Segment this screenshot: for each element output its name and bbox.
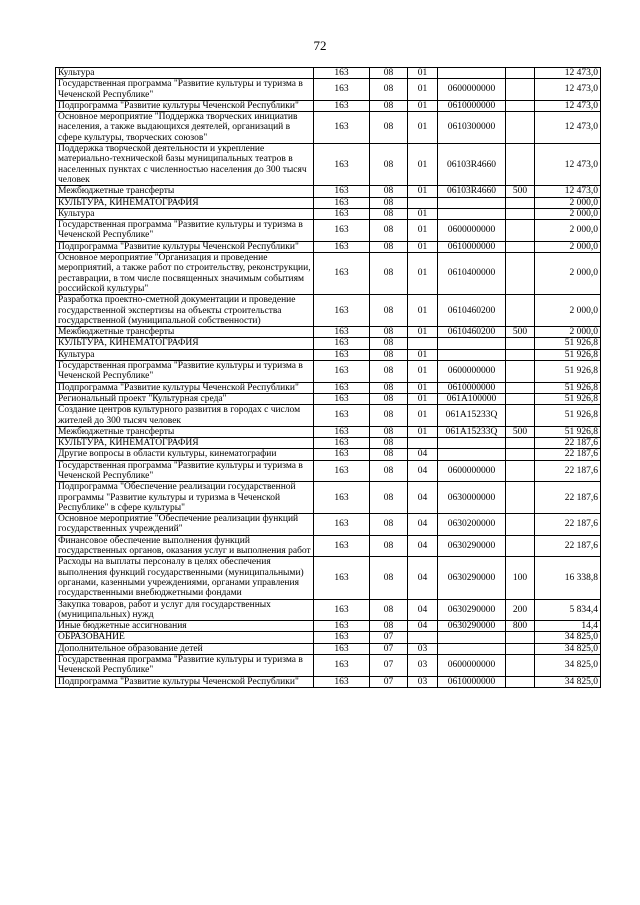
row-section: 08 — [370, 449, 408, 460]
row-name: КУЛЬТУРА, КИНЕМАТОГРАФИЯ — [56, 438, 314, 449]
row-amount: 12 473,0 — [535, 112, 601, 144]
row-amount: 2 000,0 — [535, 327, 601, 338]
row-subsection: 01 — [408, 186, 438, 197]
row-subsection: 01 — [408, 220, 438, 242]
row-name: Дополнительное образование детей — [56, 643, 314, 654]
row-amount: 12 473,0 — [535, 68, 601, 79]
row-subsection: 01 — [408, 405, 438, 427]
row-code: 163 — [314, 405, 370, 427]
row-section: 08 — [370, 438, 408, 449]
table-row — [56, 68, 601, 79]
table-row — [56, 208, 601, 219]
table-row — [56, 327, 601, 338]
row-expense-type: 200 — [506, 599, 535, 621]
row-expense-type — [506, 643, 535, 654]
row-subsection: 03 — [408, 643, 438, 654]
row-expense-type — [506, 253, 535, 295]
row-name: Поддержка творческой деятельности и укрепление материально-технической базы муниципальных театров в населенных пунктах с численностью населения до 300 тысяч человек — [56, 144, 314, 186]
table-row — [56, 186, 601, 197]
page-number: 72 — [313, 38, 327, 53]
row-amount: 22 187,6 — [535, 460, 601, 482]
row-amount: 12 473,0 — [535, 144, 601, 186]
row-expense-type — [506, 382, 535, 393]
row-subsection: 01 — [408, 253, 438, 295]
row-target: 06103R4660 — [438, 186, 506, 197]
row-name: Основное мероприятие "Поддержка творческих инициатив населения, а также выдающихся деятелей, организаций в сфере культуры, творческих союзов" — [56, 112, 314, 144]
row-target: 061A100000 — [438, 393, 506, 404]
row-subsection — [408, 438, 438, 449]
row-subsection: 01 — [408, 295, 438, 327]
row-expense-type — [506, 197, 535, 208]
row-section: 08 — [370, 100, 408, 111]
row-section: 08 — [370, 535, 408, 557]
row-section: 07 — [370, 643, 408, 654]
row-amount: 51 926,8 — [535, 426, 601, 437]
row-target: 0610000000 — [438, 241, 506, 252]
row-expense-type: 500 — [506, 327, 535, 338]
table-row — [56, 361, 601, 383]
row-code: 163 — [314, 676, 370, 687]
table-row — [56, 643, 601, 654]
row-target: 0600000000 — [438, 361, 506, 383]
row-target — [438, 438, 506, 449]
row-expense-type — [506, 100, 535, 111]
table-row — [56, 438, 601, 449]
row-subsection: 03 — [408, 655, 438, 677]
row-section: 08 — [370, 557, 408, 599]
table-row — [56, 220, 601, 242]
row-expense-type — [506, 632, 535, 643]
row-subsection: 01 — [408, 144, 438, 186]
row-subsection: 01 — [408, 208, 438, 219]
row-code: 163 — [314, 327, 370, 338]
row-section: 08 — [370, 426, 408, 437]
row-subsection — [408, 197, 438, 208]
row-subsection: 01 — [408, 361, 438, 383]
row-section: 07 — [370, 676, 408, 687]
row-code: 163 — [314, 460, 370, 482]
table-row — [56, 557, 601, 599]
table-row — [56, 100, 601, 111]
row-expense-type — [506, 338, 535, 349]
row-code: 163 — [314, 197, 370, 208]
row-code: 163 — [314, 241, 370, 252]
row-target: 0630290000 — [438, 599, 506, 621]
row-expense-type — [506, 405, 535, 427]
row-subsection: 01 — [408, 241, 438, 252]
row-amount: 14,4 — [535, 621, 601, 632]
row-name: Межбюджетные трансферты — [56, 186, 314, 197]
row-subsection: 01 — [408, 68, 438, 79]
row-section: 08 — [370, 208, 408, 219]
row-code: 163 — [314, 253, 370, 295]
row-subsection: 04 — [408, 460, 438, 482]
row-name: Межбюджетные трансферты — [56, 327, 314, 338]
row-target — [438, 338, 506, 349]
row-expense-type: 500 — [506, 186, 535, 197]
table-row — [56, 632, 601, 643]
row-target: 0600000000 — [438, 460, 506, 482]
row-name: Подпрограмма "Развитие культуры Чеченской Республики" — [56, 241, 314, 252]
row-target: 0610400000 — [438, 253, 506, 295]
row-subsection: 04 — [408, 535, 438, 557]
row-subsection: 04 — [408, 449, 438, 460]
row-subsection: 01 — [408, 426, 438, 437]
row-amount: 2 000,0 — [535, 197, 601, 208]
row-name: Подпрограмма "Развитие культуры Чеченской Республики" — [56, 676, 314, 687]
row-code: 163 — [314, 295, 370, 327]
row-code: 163 — [314, 186, 370, 197]
row-amount: 2 000,0 — [535, 220, 601, 242]
row-section: 08 — [370, 349, 408, 360]
row-code: 163 — [314, 599, 370, 621]
row-amount: 12 473,0 — [535, 100, 601, 111]
row-target: 06103R4660 — [438, 144, 506, 186]
row-section: 08 — [370, 405, 408, 427]
row-section: 08 — [370, 393, 408, 404]
row-amount: 34 825,0 — [535, 643, 601, 654]
row-target: 0600000000 — [438, 655, 506, 677]
row-target: 0610000000 — [438, 382, 506, 393]
row-name: КУЛЬТУРА, КИНЕМАТОГРАФИЯ — [56, 338, 314, 349]
row-name: Культура — [56, 68, 314, 79]
row-expense-type — [506, 144, 535, 186]
row-amount: 16 338,8 — [535, 557, 601, 599]
row-code: 163 — [314, 208, 370, 219]
row-expense-type — [506, 438, 535, 449]
table-row — [56, 405, 601, 427]
row-expense-type — [506, 449, 535, 460]
row-name: Культура — [56, 349, 314, 360]
row-expense-type — [506, 361, 535, 383]
row-code: 163 — [314, 632, 370, 643]
row-section: 08 — [370, 327, 408, 338]
row-expense-type — [506, 514, 535, 536]
row-amount: 22 187,6 — [535, 438, 601, 449]
row-subsection: 01 — [408, 393, 438, 404]
row-target: 0630290000 — [438, 557, 506, 599]
row-expense-type: 800 — [506, 621, 535, 632]
row-subsection: 03 — [408, 676, 438, 687]
row-section: 07 — [370, 655, 408, 677]
row-name: Другие вопросы в области культуры, кинематографии — [56, 449, 314, 460]
row-target — [438, 449, 506, 460]
row-section: 08 — [370, 621, 408, 632]
row-section: 08 — [370, 514, 408, 536]
row-expense-type — [506, 349, 535, 360]
row-target — [438, 208, 506, 219]
table-row — [56, 349, 601, 360]
row-target — [438, 68, 506, 79]
row-amount: 2 000,0 — [535, 295, 601, 327]
table-row — [56, 112, 601, 144]
row-amount: 51 926,8 — [535, 393, 601, 404]
row-section: 08 — [370, 338, 408, 349]
row-code: 163 — [314, 482, 370, 514]
row-subsection — [408, 632, 438, 643]
row-subsection: 01 — [408, 382, 438, 393]
row-section: 08 — [370, 112, 408, 144]
table-row — [56, 295, 601, 327]
table-row — [56, 79, 601, 101]
table-row — [56, 535, 601, 557]
table-row — [56, 514, 601, 536]
row-code: 163 — [314, 449, 370, 460]
row-subsection: 04 — [408, 599, 438, 621]
row-target: 0600000000 — [438, 220, 506, 242]
row-code: 163 — [314, 112, 370, 144]
table-row — [56, 393, 601, 404]
row-code: 163 — [314, 621, 370, 632]
row-subsection — [408, 338, 438, 349]
row-code: 163 — [314, 79, 370, 101]
row-code: 163 — [314, 643, 370, 654]
table-row — [56, 599, 601, 621]
row-expense-type — [506, 68, 535, 79]
row-code: 163 — [314, 535, 370, 557]
table-row — [56, 338, 601, 349]
row-name: Финансовое обеспечение выполнения функций государственных органов, оказания услуг и выполнения работ — [56, 535, 314, 557]
row-subsection: 04 — [408, 514, 438, 536]
row-name: Государственная программа "Развитие культуры и туризма в Чеченской Республике" — [56, 220, 314, 242]
row-section: 08 — [370, 241, 408, 252]
row-amount: 34 825,0 — [535, 676, 601, 687]
row-section: 08 — [370, 186, 408, 197]
row-target: 0630000000 — [438, 482, 506, 514]
row-expense-type: 100 — [506, 557, 535, 599]
row-expense-type — [506, 295, 535, 327]
row-section: 08 — [370, 68, 408, 79]
table-row — [56, 253, 601, 295]
row-subsection: 04 — [408, 557, 438, 599]
budget-table — [55, 67, 601, 688]
table-row — [56, 197, 601, 208]
row-expense-type — [506, 460, 535, 482]
row-expense-type — [506, 535, 535, 557]
row-amount: 22 187,6 — [535, 449, 601, 460]
row-name: Основное мероприятие "Организация и проведение мероприятий, а также работ по строительству, реконструкции, реставрации, в том числе посвященных значимым событиям российской культуры" — [56, 253, 314, 295]
row-name: Государственная программа "Развитие культуры и туризма в Чеченской Республике" — [56, 79, 314, 101]
row-expense-type — [506, 482, 535, 514]
row-subsection: 01 — [408, 112, 438, 144]
row-amount: 51 926,8 — [535, 382, 601, 393]
row-section: 08 — [370, 197, 408, 208]
table-row — [56, 426, 601, 437]
row-amount: 22 187,6 — [535, 514, 601, 536]
table-row — [56, 460, 601, 482]
row-section: 08 — [370, 253, 408, 295]
row-target — [438, 643, 506, 654]
row-target — [438, 632, 506, 643]
row-name: Культура — [56, 208, 314, 219]
row-subsection: 01 — [408, 100, 438, 111]
row-amount: 51 926,8 — [535, 349, 601, 360]
row-section: 08 — [370, 382, 408, 393]
row-code: 163 — [314, 100, 370, 111]
table-row — [56, 482, 601, 514]
row-target: 0600000000 — [438, 79, 506, 101]
row-target: 0610000000 — [438, 676, 506, 687]
row-expense-type — [506, 79, 535, 101]
row-name: Закупка товаров, работ и услуг для государственных (муниципальных) нужд — [56, 599, 314, 621]
row-target: 0630290000 — [438, 621, 506, 632]
row-target — [438, 197, 506, 208]
row-target: 0610300000 — [438, 112, 506, 144]
row-code: 163 — [314, 382, 370, 393]
row-name: Региональный проект "Культурная среда" — [56, 393, 314, 404]
row-code: 163 — [314, 438, 370, 449]
row-section: 08 — [370, 599, 408, 621]
row-code: 163 — [314, 655, 370, 677]
row-amount: 2 000,0 — [535, 241, 601, 252]
row-amount: 2 000,0 — [535, 253, 601, 295]
row-subsection: 01 — [408, 349, 438, 360]
row-expense-type — [506, 393, 535, 404]
row-name: Создание центров культурного развития в городах с числом жителей до 300 тысяч человек — [56, 405, 314, 427]
row-name: ОБРАЗОВАНИЕ — [56, 632, 314, 643]
row-amount: 12 473,0 — [535, 79, 601, 101]
row-expense-type — [506, 655, 535, 677]
row-code: 163 — [314, 220, 370, 242]
table-row — [56, 449, 601, 460]
table-row — [56, 241, 601, 252]
table-row — [56, 382, 601, 393]
row-name: Государственная программа "Развитие культуры и туризма в Чеченской Республике" — [56, 655, 314, 677]
row-name: Государственная программа "Развитие культуры и туризма в Чеченской Республике" — [56, 460, 314, 482]
row-name: Межбюджетные трансферты — [56, 426, 314, 437]
row-section: 08 — [370, 460, 408, 482]
row-code: 163 — [314, 361, 370, 383]
row-expense-type — [506, 241, 535, 252]
row-target: 0610000000 — [438, 100, 506, 111]
row-section: 08 — [370, 220, 408, 242]
row-name: КУЛЬТУРА, КИНЕМАТОГРАФИЯ — [56, 197, 314, 208]
row-amount: 22 187,6 — [535, 535, 601, 557]
row-target: 061A15233Q — [438, 405, 506, 427]
row-code: 163 — [314, 68, 370, 79]
row-name: Подпрограмма "Обеспечение реализации государственной программы "Развитие культуры и туризма в Чеченской Республике" в сфере культуры" — [56, 482, 314, 514]
row-amount: 34 825,0 — [535, 632, 601, 643]
row-code: 163 — [314, 514, 370, 536]
row-target: 061A15233Q — [438, 426, 506, 437]
table-row — [56, 655, 601, 677]
row-amount: 34 825,0 — [535, 655, 601, 677]
row-target: 0630290000 — [438, 535, 506, 557]
table-row — [56, 144, 601, 186]
row-subsection: 04 — [408, 482, 438, 514]
row-expense-type — [506, 220, 535, 242]
row-target — [438, 349, 506, 360]
row-section: 07 — [370, 632, 408, 643]
row-code: 163 — [314, 393, 370, 404]
row-name: Государственная программа "Развитие культуры и туризма в Чеченской Республике" — [56, 361, 314, 383]
row-subsection: 04 — [408, 621, 438, 632]
row-code: 163 — [314, 144, 370, 186]
row-expense-type — [506, 676, 535, 687]
row-amount: 51 926,8 — [535, 405, 601, 427]
row-section: 08 — [370, 79, 408, 101]
row-code: 163 — [314, 426, 370, 437]
row-name: Подпрограмма "Развитие культуры Чеченской Республики" — [56, 100, 314, 111]
row-subsection: 01 — [408, 79, 438, 101]
row-code: 163 — [314, 557, 370, 599]
row-amount: 51 926,8 — [535, 338, 601, 349]
table-row — [56, 621, 601, 632]
row-amount: 5 834,4 — [535, 599, 601, 621]
row-name: Подпрограмма "Развитие культуры Чеченской Республики" — [56, 382, 314, 393]
row-name: Расходы на выплаты персоналу в целях обеспечения выполнения функций государственными (муниципальными) органами, казенными учреждениями, органами управления государственными внебюджетными фондами — [56, 557, 314, 599]
row-section: 08 — [370, 482, 408, 514]
table-body — [56, 68, 601, 688]
row-amount: 22 187,6 — [535, 482, 601, 514]
row-target: 0610460200 — [438, 327, 506, 338]
row-name: Разработка проектно-сметной документации и проведение государственной экспертизы на объекты строительства государственной (муниципальной собственности) — [56, 295, 314, 327]
table-row — [56, 676, 601, 687]
row-target: 0630200000 — [438, 514, 506, 536]
row-target: 0610460200 — [438, 295, 506, 327]
row-amount: 12 473,0 — [535, 186, 601, 197]
row-amount: 2 000,0 — [535, 208, 601, 219]
row-expense-type: 500 — [506, 426, 535, 437]
row-code: 163 — [314, 338, 370, 349]
row-amount: 51 926,8 — [535, 361, 601, 383]
row-section: 08 — [370, 144, 408, 186]
row-section: 08 — [370, 295, 408, 327]
row-expense-type — [506, 112, 535, 144]
row-expense-type — [506, 208, 535, 219]
row-name: Иные бюджетные ассигнования — [56, 621, 314, 632]
row-code: 163 — [314, 349, 370, 360]
row-subsection: 01 — [408, 327, 438, 338]
row-name: Основное мероприятие "Обеспечение реализации функций государственных учреждений" — [56, 514, 314, 536]
row-section: 08 — [370, 361, 408, 383]
